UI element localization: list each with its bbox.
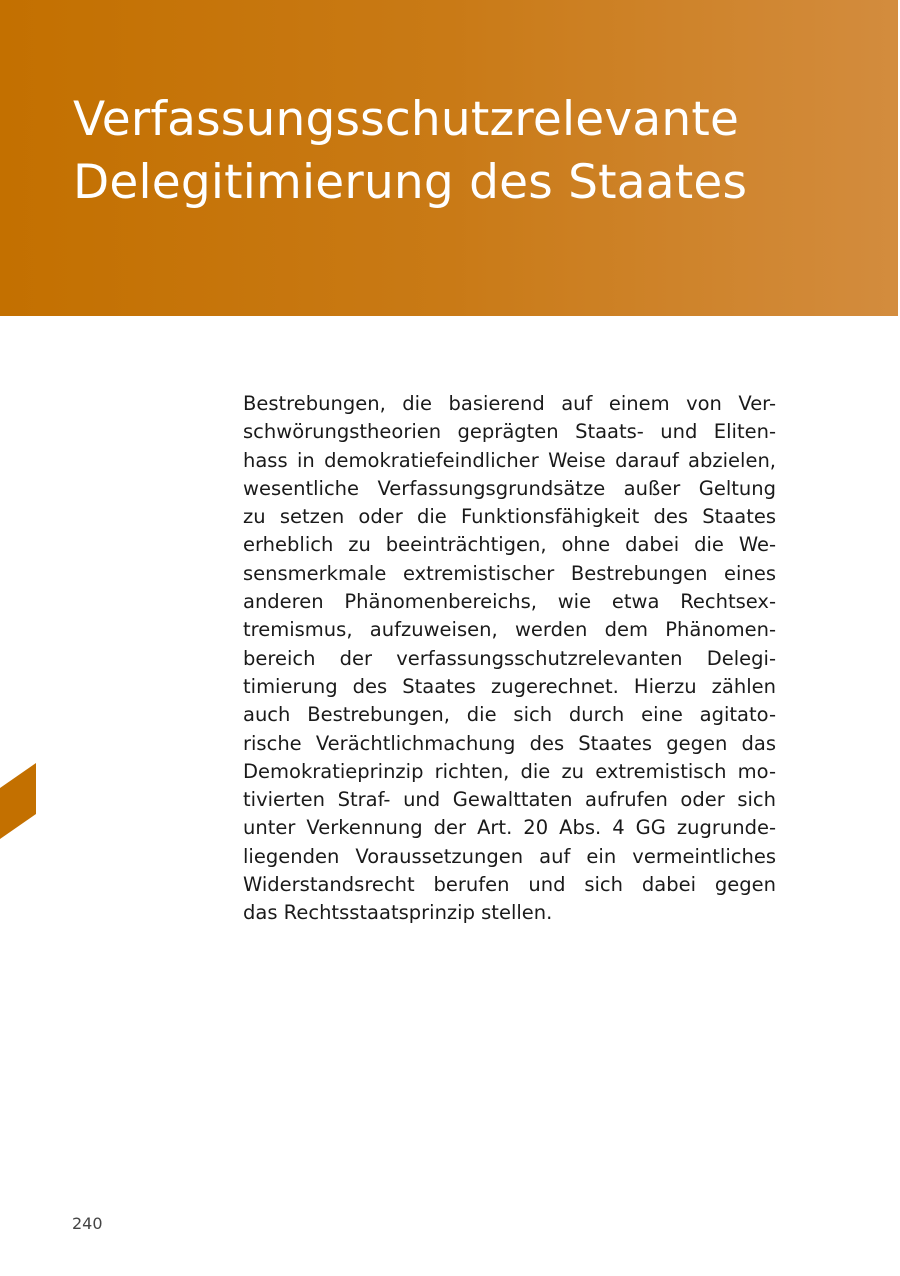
paragraph-line: Widerstandsrecht berufen und sich dabei gegen — [243, 873, 776, 897]
paragraph-line: auch Bestrebungen, die sich durch eine agitato- — [243, 703, 776, 727]
paragraph-line: liegenden Voraussetzungen auf ein vermeintliches — [243, 844, 776, 868]
paragraph-line: rische Verächtlichmachung des Staates gegen das — [243, 731, 776, 755]
page-title-line-2: Delegitimierung des Staates — [73, 155, 748, 210]
paragraph-line: zu setzen oder die Funktionsfähigkeit des Staates — [243, 505, 776, 529]
paragraph-line: wesentliche Verfassungsgrundsätze außer Geltung — [243, 476, 776, 500]
paragraph-line: erheblich zu beeinträchtigen, ohne dabei die We- — [243, 533, 776, 557]
paragraph-line: sensmerkmale extremistischer Bestrebungen eines — [243, 561, 776, 585]
paragraph-line: Bestrebungen, die basierend auf einem von Ver- — [243, 392, 776, 415]
paragraph-line: unter Verkennung der Art. 20 Abs. 4 GG zugrunde- — [243, 816, 776, 840]
paragraph-line: hass in demokratiefeindlicher Weise darauf abzielen, — [243, 448, 776, 472]
paragraph-line: das Rechtsstaatsprinzip stellen. — [243, 901, 553, 925]
paragraph-line: schwörungstheorien geprägten Staats- und Eliten- — [243, 420, 776, 444]
page-title-line-1: Verfassungsschutzrelevante — [73, 92, 740, 147]
paragraph-line: anderen Phänomenbereichs, wie etwa Rechtsex- — [243, 590, 776, 614]
page-number: 240 — [72, 1214, 103, 1233]
paragraph-line: tivierten Straf- und Gewalttaten aufrufen oder sich — [243, 788, 776, 812]
paragraph-line: tremismus, aufzuweisen, werden dem Phänomen- — [243, 618, 776, 642]
paragraph-line: bereich der verfassungsschutzrelevanten Delegi- — [243, 646, 776, 670]
body-paragraph — [243, 390, 776, 928]
chapter-marker-icon — [0, 763, 38, 839]
paragraph-line: Demokratieprinzip richten, die zu extremistisch mo- — [243, 759, 776, 783]
header-band — [0, 0, 898, 316]
page-title — [73, 88, 747, 214]
paragraph-line: timierung des Staates zugerechnet. Hierzu zählen — [243, 674, 776, 698]
